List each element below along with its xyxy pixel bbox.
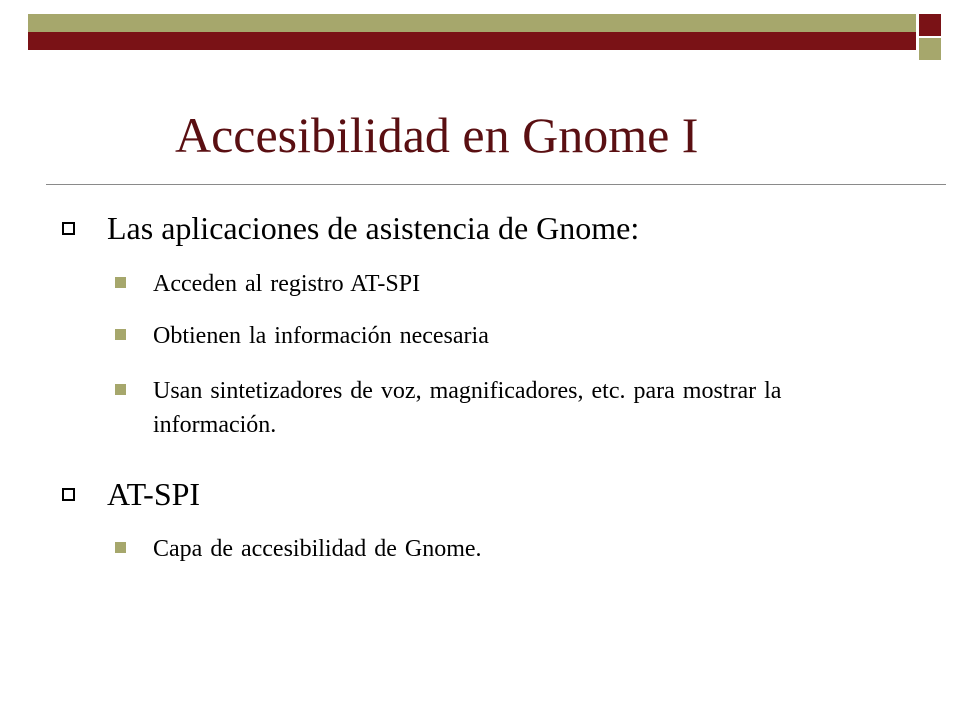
sub-bullet-item: [115, 319, 915, 353]
title-divider: [46, 184, 946, 185]
bullet-item: [62, 212, 922, 248]
hollow-square-bullet-icon: [62, 488, 75, 501]
slide-title: Accesibilidad en Gnome I: [175, 107, 699, 163]
filled-square-bullet-icon: [115, 542, 126, 553]
hollow-square-bullet-icon: [62, 222, 75, 235]
sub-bullet-item: [115, 374, 915, 454]
filled-square-bullet-icon: [115, 277, 126, 288]
sub-bullet-text: Usan sintetizadores de voz, magnificadores, etc. para mostrar la información.: [153, 378, 782, 438]
sub-bullet-item: [115, 532, 915, 566]
filled-square-bullet-icon: [115, 384, 126, 395]
bullet-item: [62, 478, 922, 514]
top-olive-bar: [28, 14, 916, 32]
filled-square-bullet-icon: [115, 329, 126, 340]
top-maroon-bar: [28, 32, 916, 50]
sub-bullet-text: Obtienen la información necesaria: [153, 323, 489, 349]
bullet-text: AT-SPI: [107, 476, 201, 512]
corner-olive-square: [919, 38, 941, 60]
corner-maroon-square: [919, 14, 941, 36]
sub-bullet-text: Capa de accesibilidad de Gnome.: [153, 536, 482, 562]
sub-bullet-item: [115, 267, 915, 301]
sub-bullet-text: Acceden al registro AT-SPI: [153, 271, 421, 297]
bullet-text: Las aplicaciones de asistencia de Gnome:: [107, 210, 640, 246]
